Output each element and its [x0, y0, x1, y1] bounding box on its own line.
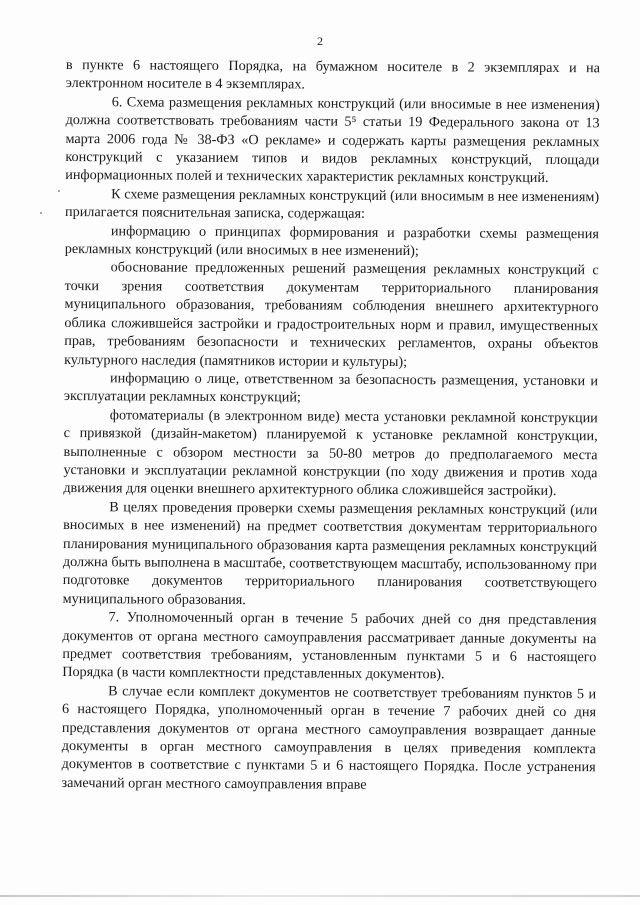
page-number: 2: [317, 34, 323, 48]
paragraph-continuation: в пункте 6 настоящего Порядка, на бумажном носителе в 2 экземплярах и на электронном носителе в 4 экземплярах.: [65, 56, 600, 93]
paragraph-explanatory-note: К схеме размещения рекламных конструкций (или вносимым в нее изменениям) прилагается пояснительная записка, содержащая:: [64, 186, 600, 223]
paragraph-justification: обоснование предложенных решений размещения рекламных конструкций с точки зрения соответствия документам территориального планирования муниципального образования, требованиям соблюдения внешнего архитектурного облика сложившейся застройки и градостроительных норм и правил, имущественных прав, требованиям безопасности и технических регламентов, охраны объектов культурного наследия (памятников истории и культуры);: [64, 259, 599, 370]
scan-artifact: [58, 190, 60, 192]
scan-edge: [0, 895, 640, 897]
document-body: [62, 56, 600, 795]
scan-artifact: [40, 212, 42, 214]
paragraph-return-documents: В случае если комплект документов не соответствует требованиям пунктов 5 и 6 настоящего Порядка, уполномоченный орган в течение 7 рабочих дней со дня представления документов от органа местного самоуправления возвращает данные документы в орган местного самоуправления в целях приведения комплекта документов в соответствие с пунктами 5 и 6 настоящего Порядка. После устранения замечаний орган местного самоуправления вправе: [61, 683, 597, 793]
paragraph-item-6: 6. Схема размещения рекламных конструкций (или вносимые в нее изменения) должна соответствовать требованиям части 5⁵ статьи 19 Федерального закона от 13 марта 2006 года № 38-ФЗ «О рекламе» и содержать карты размещения рекламных конструкций с указанием типов и видов рекламных конструкций, площади информационных полей и технических характеристик рекламных конструкций.: [65, 94, 600, 187]
paragraph-item-7: 7. Уполномоченный орган в течение 5 рабочих дней со дня представления документов от органа местного самоуправления рассматривает данные документы на предмет соответствия требованиям, установленным пунктами 5 и 6 настоящего Порядка (в части комплектности представленных документов).: [62, 609, 597, 683]
paragraph-scale-check: В целях проведения проверки схемы размещения рекламных конструкций (или вносимых в нее изменений) на предмет соответствия документам территориального планирования муниципального образования карта размещения рекламных конструкций должна быть выполнена в масштабе, соответствующем масштабу, использованному при подготовке документов территориального планирования соответствующего муниципального образования.: [62, 499, 598, 608]
paragraph-principles-info: информацию о принципах формирования и разработки схемы размещения рекламных конструкций (или вносимых в нее изменений);: [64, 222, 599, 260]
paragraph-photo-materials: фотоматериалы (в электронном виде) места установки рекламной конструкции с привязкой (дизайн-макетом) планируемой к установке рекламной конструкции, выполненные с обзором местности за 50-80 метров до предполагаемого места установки и эксплуатации рекламной конструкции (по ходу движения и против хода движения для оценки внешнего архитектурного облика сложившейся застройки).: [63, 406, 598, 500]
paragraph-responsible-person: информацию о лице, ответственном за безопасность размещения, установки и эксплуатации рекламных конструкций;: [63, 370, 599, 406]
